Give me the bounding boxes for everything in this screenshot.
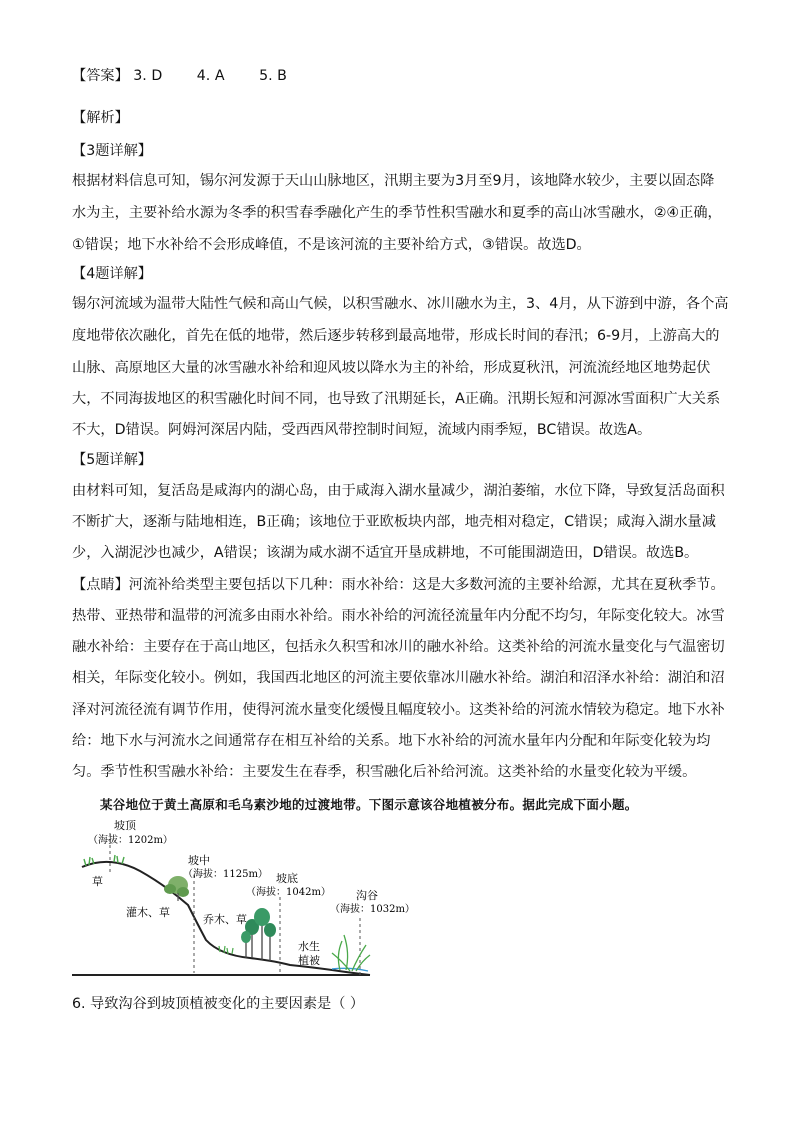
label-top: 坡顶: [114, 819, 136, 832]
label-mid: 坡中: [188, 854, 210, 867]
tips-line: 给：地下水与河流水之间通常存在相互补给的关系。地下水补给的河流水量年内分配和年际变化较为均: [72, 733, 711, 749]
label-bottom-altitude: （海拔：1042m）: [246, 887, 331, 898]
label-valley: 沟谷: [356, 889, 378, 902]
q4-line: 大，不同海拔地区的积雪融化时间不同，也导致了汛期延长，A正确。汛期长短和河源冰雪面积广大关系: [72, 391, 721, 407]
tips-line: 泽对河流径流有调节作用，使得河流水量变化缓慢且幅度较小。这类补给的河流水情较为稳定。地下水补: [72, 702, 725, 718]
q3-line: ①错误；地下水补给不会形成峰值，不是该河流的主要补给方式，③错误。故选D。: [72, 237, 591, 253]
q4-line: 不大，D错误。阿姆河深居内陆，受西西风带控制时间短，流域内雨季短，BC错误。故选A。: [72, 422, 652, 438]
label-aquatic-2: 植被: [298, 954, 320, 967]
q3-line: 水为主，主要补给水源为冬季的积雪春季融化产生的季节性积雪融水和夏季的高山冰雪融水，②④正确，: [72, 205, 722, 221]
label-grass: 草: [92, 875, 103, 888]
label-bottom: 坡底: [276, 872, 298, 885]
label-top-altitude: （海拔：1202m）: [88, 835, 173, 846]
answer-label: 【答案】: [72, 68, 129, 84]
q5-line: 不断扩大，逐渐与陆地相连，B正确；该地位于亚欧板块内部，地壳相对稳定，C错误；咸海入湖水量减: [72, 514, 716, 530]
q4-header: 【4题详解】: [72, 266, 152, 282]
q5-header: 【5题详解】: [72, 452, 152, 468]
q3-line: 根据材料信息可知，锡尔河发源于天山山脉地区，汛期主要为3月至9月，该地降水较少，主要以固态降: [72, 173, 715, 189]
q3-header: 【3题详解】: [72, 143, 152, 159]
tips-line: 融水补给：主要存在于高山地区，包括永久积雪和冰川的融水补给。这类补给的河流水量变化与气温密切: [72, 639, 725, 655]
aquatic-plant-icon: [332, 935, 370, 971]
question-6: 6. 导致沟谷到坡顶植被变化的主要因素是（ ）: [72, 996, 365, 1012]
vegetation-profile-diagram: [70, 815, 415, 985]
tips-line: 【点睛】河流补给类型主要包括以下几种：雨水补给：这是大多数河流的主要补给源，尤其在夏秋季节。: [72, 577, 725, 593]
label-shrub-grass: 灌木、草: [126, 906, 170, 919]
tips-line: 相关，年际变化较小。例如，我国西北地区的河流主要依靠冰川融水补给。湖泊和沼泽水补给：湖泊和沼: [72, 670, 725, 686]
q4-line: 山脉、高原地区大量的冰雪融水补给和迎风坡以降水为主的补给，形成夏秋汛，河流流经地区地势起伏: [72, 360, 711, 376]
answer-line: [72, 66, 287, 86]
tips-line: 热带、亚热带和温带的河流多由雨水补给。雨水补给的河流径流量年内分配不均匀，年际变化较大。冰雪: [72, 608, 725, 624]
answer-item-5: 5. B: [259, 68, 287, 84]
label-valley-altitude: （海拔：1032m）: [330, 904, 415, 915]
tips-line: 匀。季节性积雪融水补给：主要发生在春季，积雪融化后补给河流。这类补给的水量变化较为平缓。: [72, 764, 697, 780]
label-mid-altitude: （海拔：1125m）: [183, 869, 268, 880]
label-tree-grass: 乔木、草: [203, 913, 247, 926]
q4-line: 度地带依次融化，首先在低的地带，然后逐步转移到最高地带，形成长时间的春汛；6-9月，上游高大的: [72, 328, 720, 344]
figure-caption: 某谷地位于黄土高原和毛乌素沙地的过渡地带。下图示意该谷地植被分布。据此完成下面小题。: [100, 797, 638, 812]
answer-item-3: 3. D: [133, 68, 163, 84]
q4-line: 锡尔河流域为温带大陆性气候和高山气候，以积雪融水、冰川融水为主，3、4月，从下游到中游，各个高: [72, 296, 729, 312]
q5-line: 少，入湖泥沙也减少，A错误；该湖为咸水湖不适宜开垦成耕地，不可能围湖造田，D错误。故选B。: [72, 545, 699, 561]
answer-item-4: 4. A: [196, 68, 225, 84]
label-aquatic-1: 水生: [298, 940, 320, 953]
analysis-header: 【解析】: [72, 110, 129, 126]
q5-line: 由材料可知，复活岛是咸海内的湖心岛，由于咸海入湖水量减少，湖泊萎缩，水位下降，导致复活岛面积: [72, 483, 725, 499]
